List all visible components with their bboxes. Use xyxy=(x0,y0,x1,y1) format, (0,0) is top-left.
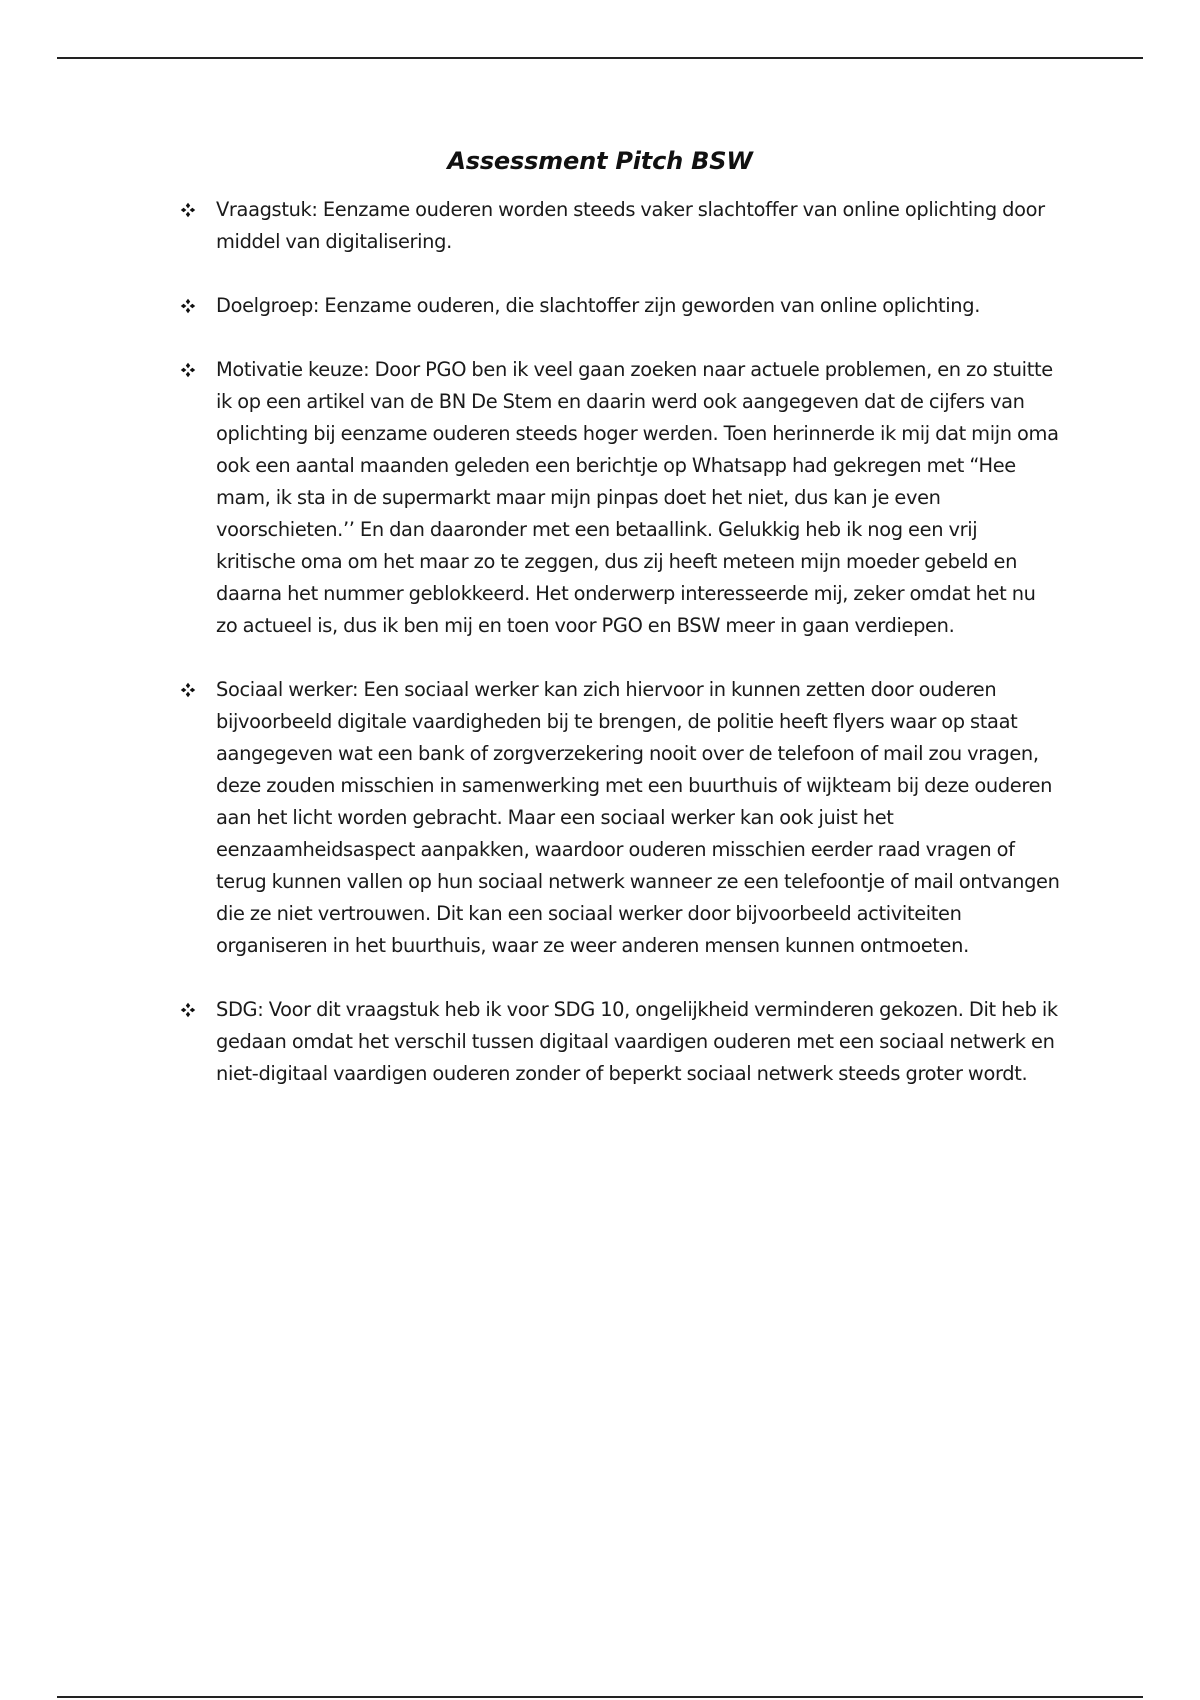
diamond-bullet-icon xyxy=(180,994,204,1026)
diamond-bullet-icon xyxy=(180,194,204,226)
bullet-text: Doelgroep: Eenzame ouderen, die slachtoffer zijn geworden van online oplichting. xyxy=(216,294,981,317)
document-title: Assessment Pitch BSW xyxy=(447,147,753,175)
bullet-item-doelgroep xyxy=(180,290,1060,322)
bullet-item-motivatie xyxy=(180,354,1060,642)
bullet-item-sdg xyxy=(180,994,1060,1090)
bullet-text: Vraagstuk: Eenzame ouderen worden steeds vaker slachtoffer van online oplichting door middel van digitalisering. xyxy=(216,198,1045,253)
bullet-text: SDG: Voor dit vraagstuk heb ik voor SDG 10, ongelijkheid verminderen gekozen. Dit heb ik gedaan omdat het verschil tussen digitaal vaardigen ouderen met een sociaal netwerk en niet-digitaal vaardigen ouderen zonder of beperkt sociaal netwerk steeds groter wordt. xyxy=(216,998,1058,1085)
bullet-item-sociaal-werker xyxy=(180,674,1060,962)
diamond-bullet-icon xyxy=(180,354,204,386)
footer-rule xyxy=(57,1696,1143,1698)
bullet-item-vraagstuk xyxy=(180,194,1060,258)
bullet-text: Sociaal werker: Een sociaal werker kan zich hiervoor in kunnen zetten door ouderen bijvoorbeeld digitale vaardigheden bij te brengen, de politie heeft flyers waar op staat aangegeven wat een bank of zorgverzekering nooit over de telefoon of mail zou vragen, deze zouden misschien in samenwerking met een buurthuis of wijkteam bij deze ouderen aan het licht worden gebracht. Maar een sociaal werker kan ook juist het eenzaamheidsaspect aanpakken, waardoor ouderen misschien eerder raad vragen of terug kunnen vallen op hun sociaal netwerk wanneer ze een telefoontje of mail ontvangen die ze niet vertrouwen. Dit kan een sociaal werker door bijvoorbeeld activiteiten organiseren in het buurthuis, waar ze weer anderen mensen kunnen ontmoeten. xyxy=(216,678,1060,957)
bullet-list xyxy=(180,194,1060,1122)
bullet-text: Motivatie keuze: Door PGO ben ik veel gaan zoeken naar actuele problemen, en zo stuitte ik op een artikel van de BN De Stem en daarin werd ook aangegeven dat de cijfers van oplichting bij eenzame ouderen steeds hoger werden. Toen herinnerde ik mij dat mijn oma ook een aantal maanden geleden een berichtje op Whatsapp had gekregen met “Hee mam, ik sta in de supermarkt maar mijn pinpas doet het niet, dus kan je even voorschieten.’’ En dan daaronder met een betaallink. Gelukkig heb ik nog een vrij kritische oma om het maar zo te zeggen, dus zij heeft meteen mijn moeder gebeld en daarna het nummer geblokkeerd. Het onderwerp interesseerde mij, zeker omdat het nu zo actueel is, dus ik ben mij en toen voor PGO en BSW meer in gaan verdiepen. xyxy=(216,358,1059,637)
diamond-bullet-icon xyxy=(180,674,204,706)
diamond-bullet-icon xyxy=(180,290,204,322)
document-body xyxy=(0,146,1200,1085)
header-rule xyxy=(57,57,1143,59)
